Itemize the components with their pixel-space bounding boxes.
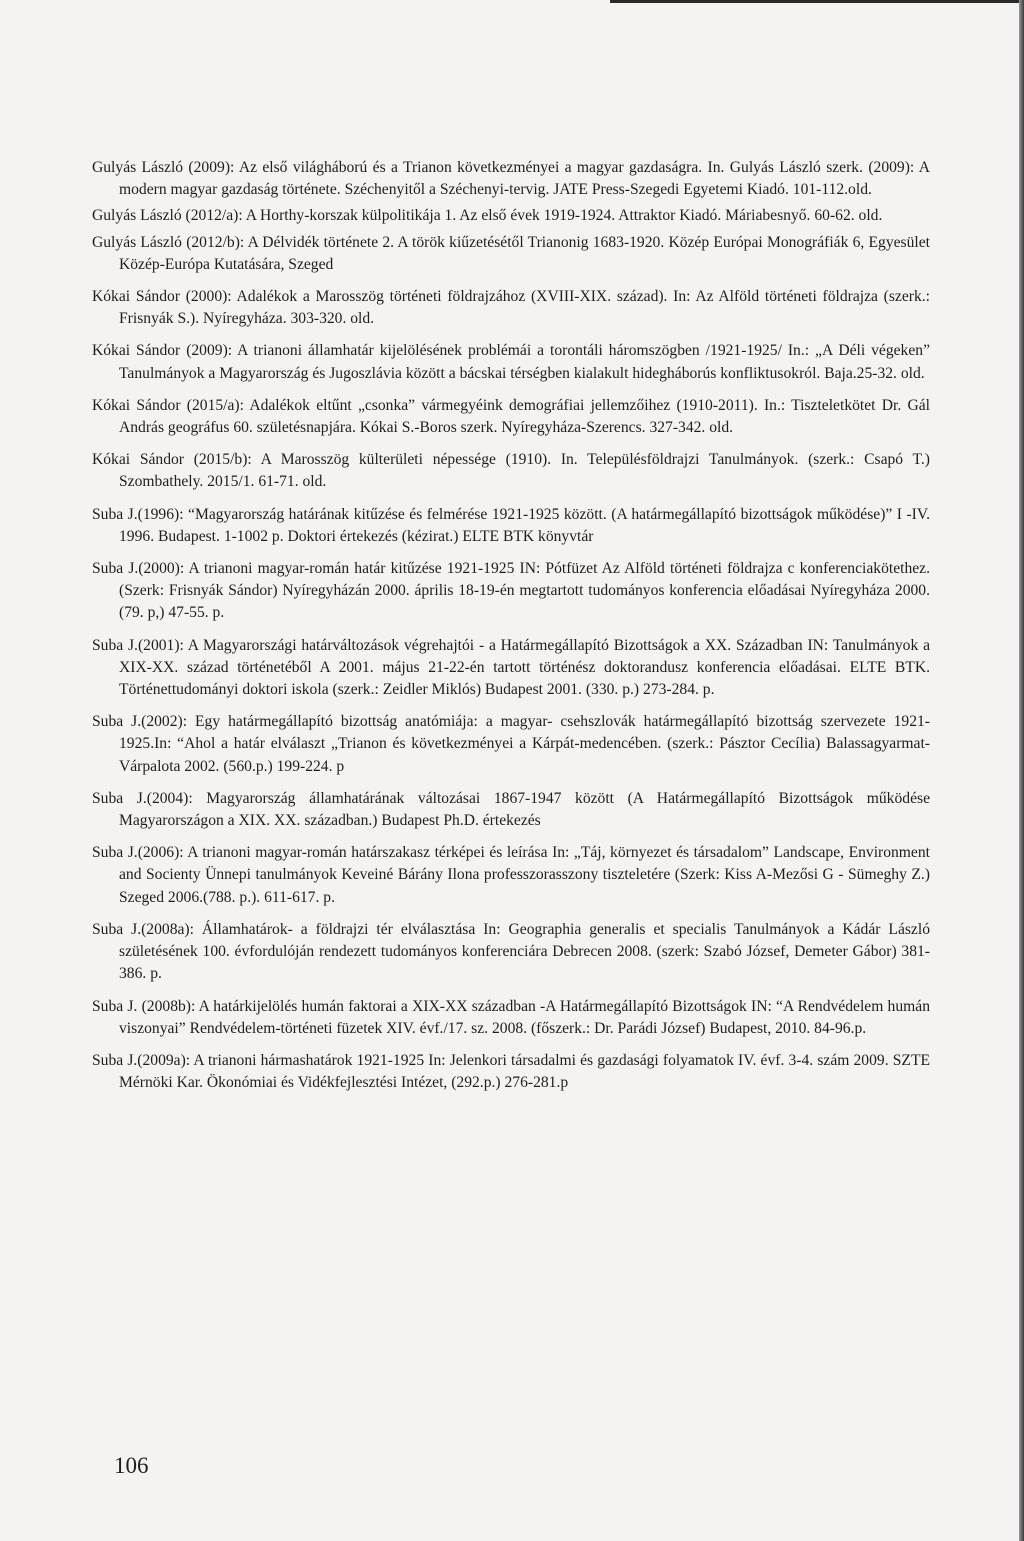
reference-item: Gulyás László (2012/b): A Délvidék története 2. A török kiűzetésétől Trianonig 1683-1920. Közép Európai Monográfiák 6, Egyesület Közép-Európa Kutatására, Szeged <box>92 233 930 273</box>
reference-item: Kókai Sándor (2015/a): Adalékok eltűnt „csonka” vármegyéink demográfiai jellemzőihez (1910-2011). In.: Tiszteletkötet Dr. Gál András geográfus 60. születésnapjára. Kókai S.-Boros szerk. Nyíregyháza-Szerencs. 327-342. old. <box>92 396 930 437</box>
reference-list <box>92 157 930 1104</box>
reference-item: Suba J.(2002): Egy határmegállapító bizottság anatómiája: a magyar- csehszlovák határmegállapító bizottság szervezete 1921- 1925.In: “Ahol a határ elválaszt „Trianon és következményei a Kárpát-medencében. (szerk.: Pásztor Cecília) Balassagyarmat-Várpalota 2002. (560.p.) 199-224. p <box>92 713 930 775</box>
reference-item: Gulyás László (2009): Az első világháború és a Trianon következményei a magyar gazdaságra. In. Gulyás László szerk. (2009): A modern magyar gazdaság története. Széchenyitől a Széchenyi-tervig. JATE Press-Szegedi Egyetemi Kiadó. 101-112.old. <box>92 159 930 199</box>
reference-item: Suba J.(2006): A trianoni magyar-román határszakasz térképei és leírása In: „Táj, környezet és társadalom” Landscape, Environment and Socienty Ünnepi tanulmányok Keveiné Bárány Ilona professzorasszony tiszteletére (Szerk: Kiss A-Mezősi G - Sümeghy Z.) Szeged 2006.(788. p.). 611-617. p. <box>92 844 930 906</box>
reference-item: Kókai Sándor (2009): A trianoni államhatár kijelölésének problémái a torontáli háromszögben /1921-1925/ In.: „A Déli végeken” Tanulmányok a Magyarország és Jugoszlávia között a bácskai térségben kialakult hidegháborús konfliktusokról. Baja.25-32. old. <box>92 342 930 382</box>
page-number: 106 <box>114 1453 149 1478</box>
scan-edge-right <box>1019 0 1024 1541</box>
reference-item: Suba J. (2008b): A határkijelölés humán faktorai a XIX-XX században -A Határmegállapító Bizottságok IN: “A Rendvédelem humán viszonyai” Rendvédelem-történeti füzetek XIV. évf./17. sz. 2008. (főszerk.: Dr. Parádi József) Budapest, 2010. 84-96.p. <box>92 997 930 1037</box>
reference-item: Suba J.(2009a): A trianoni hármashatárok 1921-1925 In: Jelenkori társadalmi és gazdasági folyamatok IV. évf. 3-4. szám 2009. SZTE Mérnöki Kar. Ökonómiai és Vidékfejlesztési Intézet, (292.p.) 276-281.p <box>92 1051 930 1092</box>
reference-item: Suba J.(2000): A trianoni magyar-román határ kitűzése 1921-1925 IN: Pótfüzet Az Alföld történeti földrajza c konferenciakötethez. (Szerk: Frisnyák Sándor) Nyíregyházán 2000. április 18-19-én megtartott tudományos konferencia előadásai Nyíregyháza 2000.(79. p,) 47-55. p. <box>92 560 930 622</box>
reference-item: Suba J.(2004): Magyarország államhatárának változásai 1867-1947 között (A Határmegállapító Bizottságok működése Magyarországon a XIX. XX. században.) Budapest Ph.D. értekezés <box>92 789 930 830</box>
reference-item: Gulyás László (2012/a): A Horthy-korszak külpolitikája 1. Az első évek 1919-1924. Attraktor Kiadó. Máriabesnyő. 60-62. old. <box>92 207 883 225</box>
reference-item: Suba J.(1996): “Magyarország határának kitűzése és felmérése 1921-1925 között. (A határmegállapító bizottságok működése)” I -IV. 1996. Budapest. 1-1002 p. Doktori értekezés (kézirat.) ELTE BTK könyvtár <box>92 505 930 545</box>
reference-item: Suba J.(2001): A Magyarországi határváltozások végrehajtói - a Határmegállapító Bizottságok a XX. Században IN: Tanulmányok a XIX-XX. század történetéből A 2001. május 21-22-én tartott történész doktorandusz konferencia előadásai. ELTE BTK. Történettudományi doktori iskola (szerk.: Zeidler Miklós) Budapest 2001. (330. p.) 273-284. p. <box>92 636 930 699</box>
scan-edge-top <box>610 0 1024 3</box>
reference-item: Suba J.(2008a): Államhatárok- a földrajzi tér elválasztása In: Geographia generalis et specialis Tanulmányok a Kádár László születésének 100. évfordulóján rendezett tudományos konferenciára Debrecen 2008. (szerk: Szabó József, Demeter Gábor) 381-386. p. <box>92 920 930 983</box>
reference-item: Kókai Sándor (2015/b): A Marosszög külterületi népessége (1910). In. Településföldrajzi Tanulmányok. (szerk.: Csapó T.) Szombathely. 2015/1. 61-71. old. <box>92 451 930 491</box>
reference-item: Kókai Sándor (2000): Adalékok a Marosszög történeti földrajzához (XVIII-XIX. század). In: Az Alföld történeti földrajza (szerk.: Frisnyák S.). Nyíregyháza. 303-320. old. <box>92 288 930 328</box>
